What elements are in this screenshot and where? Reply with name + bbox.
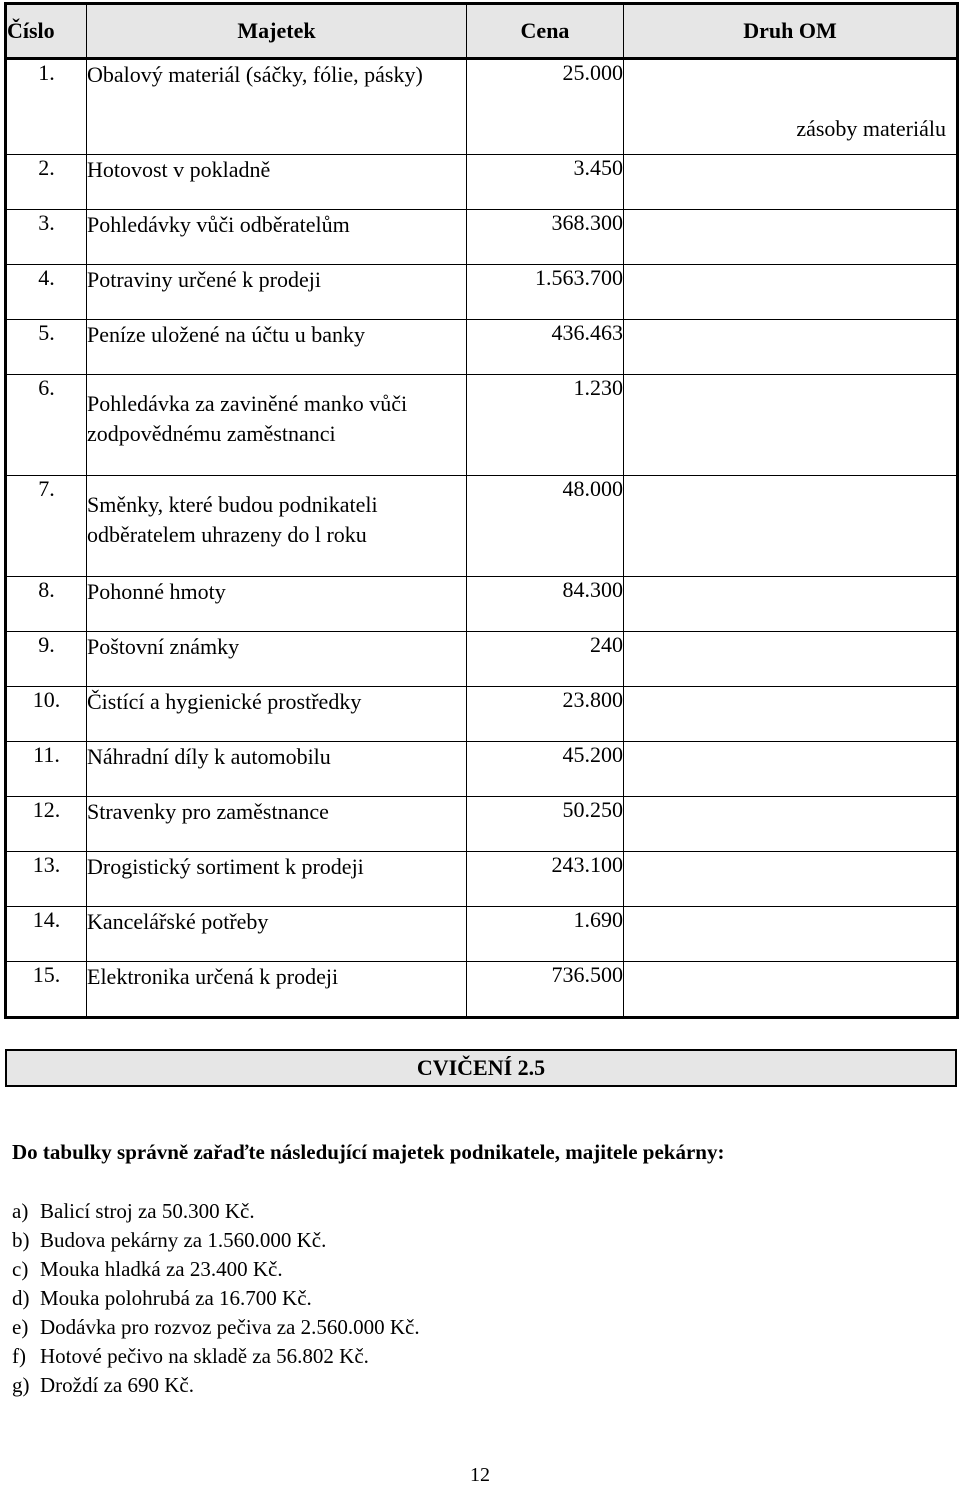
row-number: 8. — [6, 577, 87, 632]
header-cena: Cena — [467, 4, 624, 59]
row-number: 6. — [6, 375, 87, 476]
assets-table — [4, 2, 959, 1019]
row-druh — [624, 210, 958, 265]
row-druh — [624, 852, 958, 907]
row-asset-name: Čistící a hygienické prostředky — [87, 687, 467, 742]
row-asset-name: Potraviny určené k prodeji — [87, 265, 467, 320]
header-majetek: Majetek — [87, 4, 467, 59]
table-row — [6, 852, 958, 907]
row-asset-name: Stravenky pro zaměstnance — [87, 797, 467, 852]
row-asset-name: Hotovost v pokladně — [87, 155, 467, 210]
row-asset-name: Elektronika určená k prodeji — [87, 962, 467, 1018]
row-asset-name: Pohledávka za zaviněné manko vůči zodpovědnému zaměstnanci — [87, 375, 467, 476]
row-number: 9. — [6, 632, 87, 687]
row-asset-name: Drogistický sortiment k prodeji — [87, 852, 467, 907]
row-asset-name: Směnky, které budou podnikateli odběratelem uhrazeny do l roku — [87, 476, 467, 577]
row-price: 1.690 — [467, 907, 624, 962]
row-price: 368.300 — [467, 210, 624, 265]
row-price: 25.000 — [467, 59, 624, 155]
row-asset-name: Pohonné hmoty — [87, 577, 467, 632]
row-druh-cell — [624, 59, 958, 155]
table-row — [6, 155, 958, 210]
row-druh — [624, 742, 958, 797]
list-item — [12, 1255, 420, 1284]
row-druh — [624, 476, 958, 577]
row-druh — [624, 577, 958, 632]
list-item — [12, 1342, 420, 1371]
table-row — [6, 375, 958, 476]
list-item-letter: a) — [12, 1199, 29, 1223]
row-price: 45.200 — [467, 742, 624, 797]
list-item — [12, 1197, 420, 1226]
row-druh — [624, 320, 958, 375]
row-asset-name: Náhradní díly k automobilu — [87, 742, 467, 797]
page-number: 12 — [470, 1464, 490, 1486]
list-item — [12, 1313, 420, 1342]
list-item-text: Balicí stroj za 50.300 Kč. — [40, 1199, 255, 1223]
row-number: 4. — [6, 265, 87, 320]
table-row — [6, 962, 958, 1018]
row-number: 3. — [6, 210, 87, 265]
list-item-text: Dodávka pro rozvoz pečiva za 2.560.000 Kč. — [40, 1315, 420, 1339]
list-item — [12, 1371, 420, 1400]
row-number: 2. — [6, 155, 87, 210]
row-price: 50.250 — [467, 797, 624, 852]
exercise-list — [12, 1197, 420, 1400]
table-row — [6, 687, 958, 742]
row-druh: zásoby materiálu — [796, 116, 946, 141]
list-item-text: Hotové pečivo na skladě za 56.802 Kč. — [40, 1344, 369, 1368]
row-druh — [624, 907, 958, 962]
list-item — [12, 1226, 420, 1255]
list-item-letter: e) — [12, 1315, 29, 1339]
row-number: 14. — [6, 907, 87, 962]
row-druh — [624, 962, 958, 1018]
row-price: 436.463 — [467, 320, 624, 375]
table-row — [6, 210, 958, 265]
row-druh — [624, 797, 958, 852]
row-asset-name: Pohledávky vůči odběratelům — [87, 210, 467, 265]
table-row — [6, 797, 958, 852]
row-price: 243.100 — [467, 852, 624, 907]
list-item-text: Mouka hladká za 23.400 Kč. — [40, 1257, 283, 1281]
row-price: 23.800 — [467, 687, 624, 742]
list-item — [12, 1284, 420, 1313]
table-header-row — [6, 4, 958, 59]
table-row — [6, 320, 958, 375]
list-item-letter: d) — [12, 1286, 30, 1310]
list-item-letter: f) — [12, 1344, 26, 1368]
exercise-instruction: Do tabulky správně zařaďte následující majetek podnikatele, majitele pekárny: — [12, 1140, 725, 1164]
header-druh: Druh OM — [624, 4, 958, 59]
header-cislo: Číslo — [6, 4, 87, 59]
row-druh — [624, 375, 958, 476]
row-druh — [624, 687, 958, 742]
table-row — [6, 907, 958, 962]
table-row — [6, 577, 958, 632]
table-row — [6, 632, 958, 687]
row-price: 1.563.700 — [467, 265, 624, 320]
row-number: 12. — [6, 797, 87, 852]
row-asset-name: Kancelářské potřeby — [87, 907, 467, 962]
row-price: 3.450 — [467, 155, 624, 210]
row-druh — [624, 155, 958, 210]
row-asset-name: Peníze uložené na účtu u banky — [87, 320, 467, 375]
list-item-letter: c) — [12, 1257, 29, 1281]
table-row — [6, 59, 958, 155]
row-price: 48.000 — [467, 476, 624, 577]
exercise-title: CVIČENÍ 2.5 — [5, 1049, 957, 1087]
row-number: 5. — [6, 320, 87, 375]
list-item-text: Mouka polohrubá za 16.700 Kč. — [40, 1286, 312, 1310]
row-number: 10. — [6, 687, 87, 742]
list-item-text: Droždí za 690 Kč. — [40, 1373, 194, 1397]
row-number: 13. — [6, 852, 87, 907]
list-item-text: Budova pekárny za 1.560.000 Kč. — [40, 1228, 327, 1252]
row-price: 736.500 — [467, 962, 624, 1018]
row-asset-name: Obalový materiál (sáčky, fólie, pásky) — [87, 59, 467, 155]
table-row — [6, 476, 958, 577]
row-price: 84.300 — [467, 577, 624, 632]
list-item-letter: g) — [12, 1373, 30, 1397]
row-price: 1.230 — [467, 375, 624, 476]
row-number: 1. — [6, 59, 87, 155]
row-number: 7. — [6, 476, 87, 577]
row-price: 240 — [467, 632, 624, 687]
row-asset-name: Poštovní známky — [87, 632, 467, 687]
table-row — [6, 265, 958, 320]
row-number: 11. — [6, 742, 87, 797]
row-number: 15. — [6, 962, 87, 1018]
row-druh — [624, 632, 958, 687]
list-item-letter: b) — [12, 1228, 30, 1252]
table-row — [6, 742, 958, 797]
row-druh — [624, 265, 958, 320]
